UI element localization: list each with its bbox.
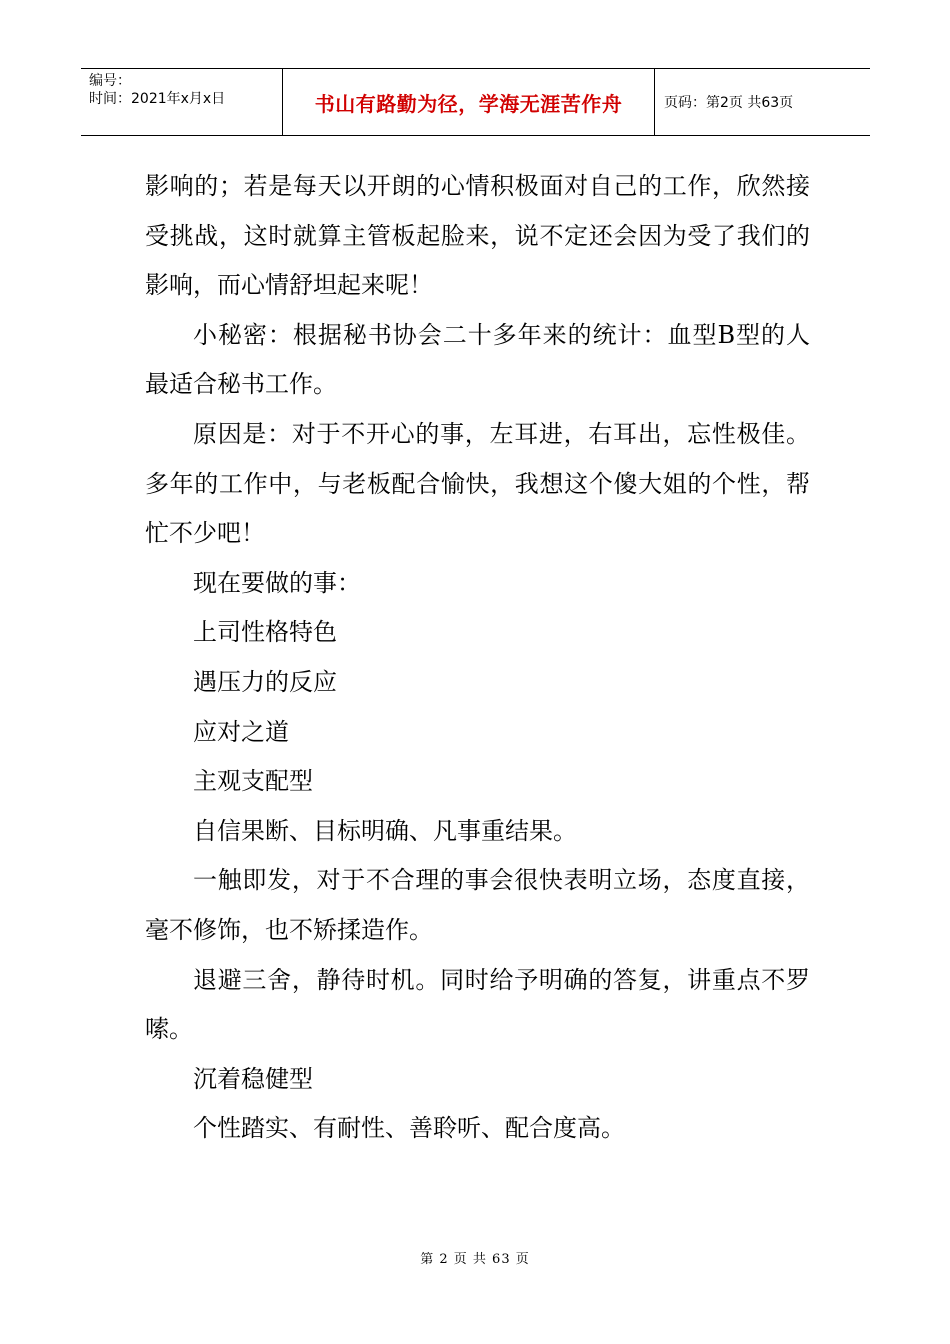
paragraph: 遇压力的反应 (193, 667, 337, 696)
page-header (81, 68, 870, 136)
paragraph: 自信果断、目标明确、凡事重结果。 (193, 816, 577, 845)
header-page-info: 页码：第2页 共63页 (664, 95, 794, 111)
paragraph: 小秘密：根据秘书协会二十多年来的统计：血型B型的人最适合秘书工作。 (145, 320, 810, 399)
paragraph: 原因是：对于不开心的事，左耳进，右耳出，忘性极佳。多年的工作中，与老板配合愉快，我想这个傻大姐的个性，帮忙不少吧！ (145, 419, 810, 548)
paragraph: 个性踏实、有耐性、善聆听、配合度高。 (193, 1114, 625, 1143)
page-footer: 第 2 页 共 63 页 (420, 1252, 530, 1267)
paragraph: 上司性格特色 (193, 618, 337, 647)
document-number-label: 编号： (89, 73, 131, 89)
document-body (145, 162, 810, 1154)
paragraph: 主观支配型 (193, 767, 313, 796)
paragraph: 一触即发，对于不合理的事会很快表明立场，态度直接，毫不修饰，也不矫揉造作。 (145, 866, 810, 944)
paragraph: 沉着稳健型 (193, 1064, 313, 1093)
paragraph: 退避三舍，静待时机。同时给予明确的答复，讲重点不罗嗦。 (145, 965, 810, 1044)
header-meta (81, 69, 283, 135)
paragraph: 现在要做的事： (193, 568, 361, 597)
document-time-label: 时间：2021年x月x日 (89, 91, 226, 107)
paragraph: 影响的；若是每天以开朗的心情积极面对自己的工作，欣然接受挑战，这时就算主管板起脸来，说不定还会因为受了我们的影响，而心情舒坦起来呢！ (145, 172, 810, 300)
header-motto: 书山有路勤为径，学海无涯苦作舟 (283, 69, 655, 135)
paragraph: 应对之道 (193, 717, 289, 746)
